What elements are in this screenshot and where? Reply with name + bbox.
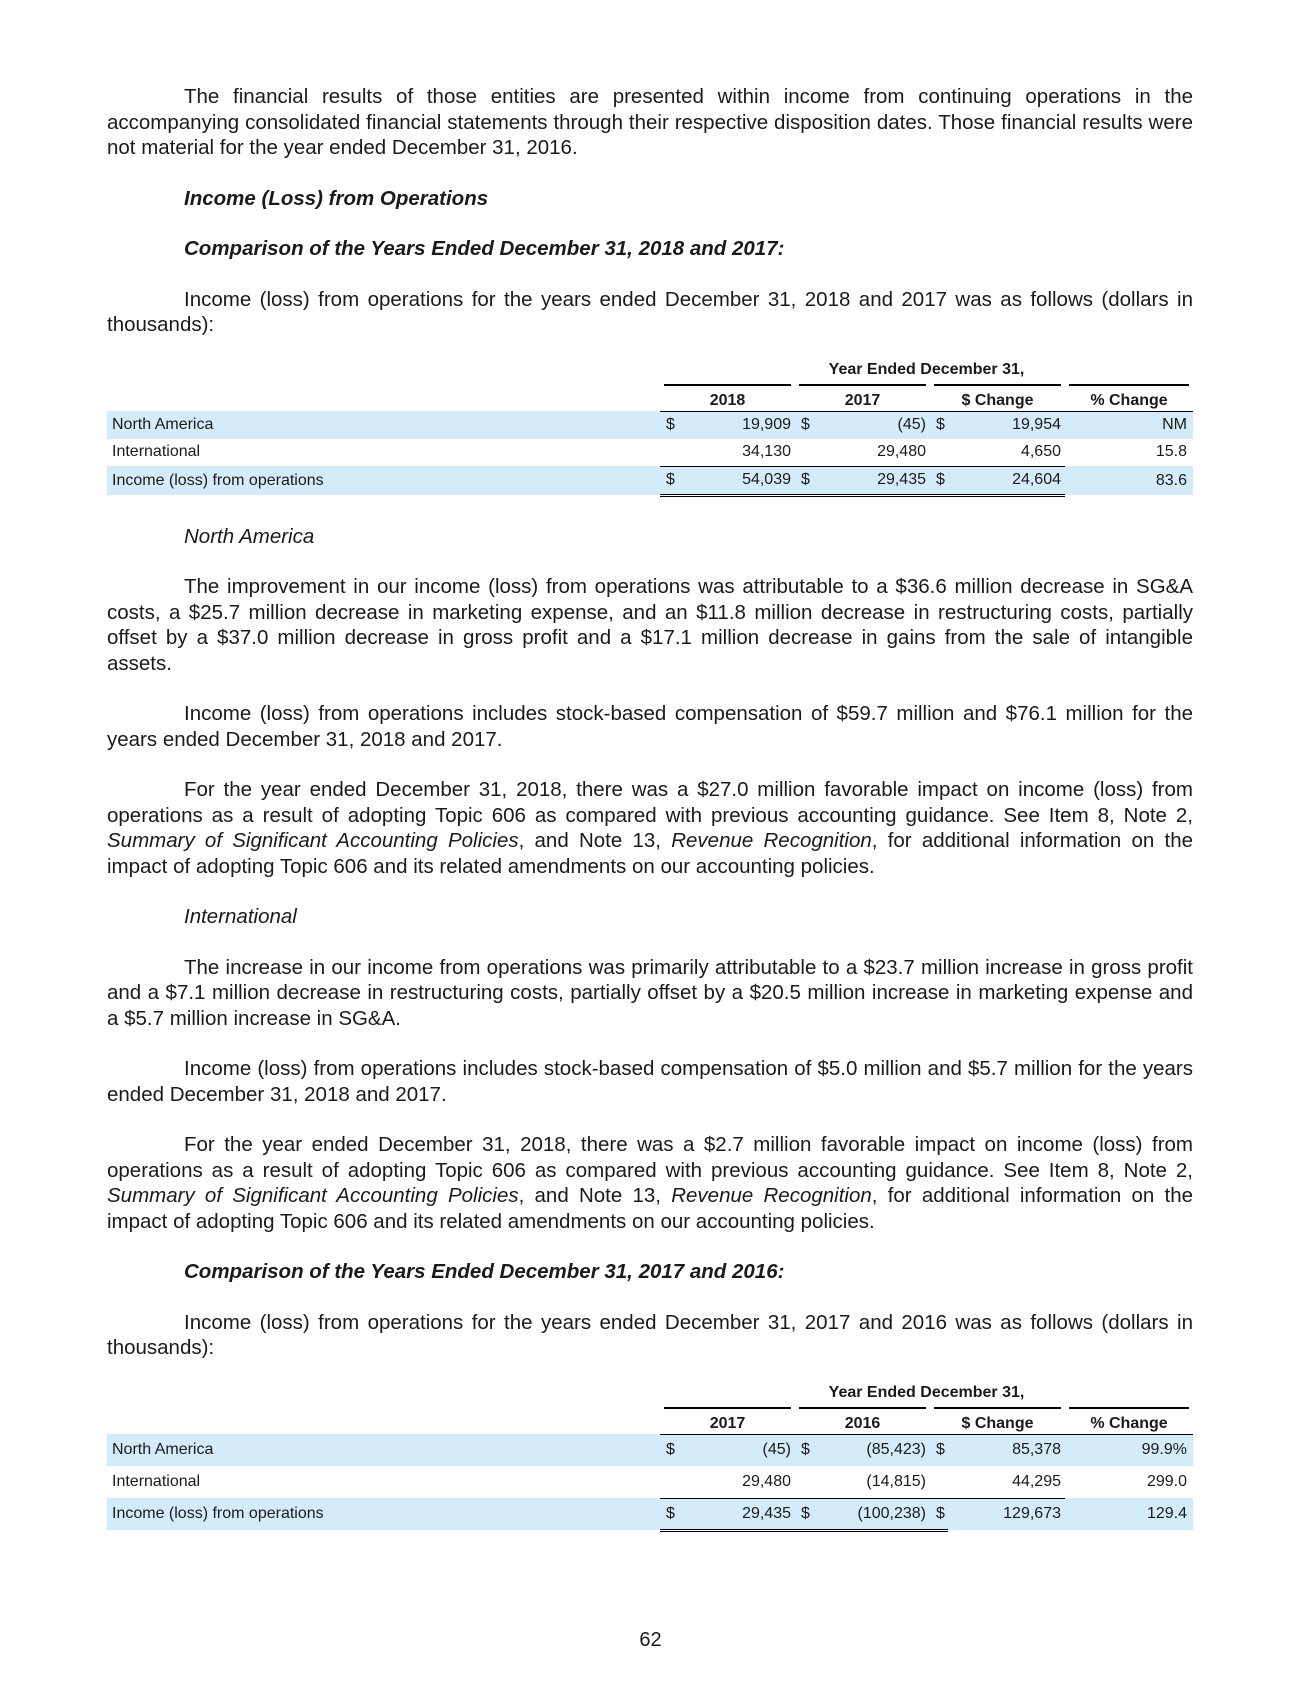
international-subtitle: International [184, 905, 297, 928]
table-row-total [107, 1498, 1193, 1530]
comparison-2018-heading: Comparison of the Years Ended December 31, 2018 and 2017: [184, 237, 785, 260]
cell-value: 54,039 [678, 466, 795, 495]
comparison-2017-lead: Income (loss) from operations for the years ended December 31, 2017 and 2016 was as follows (dollars in thousands): [107, 1310, 1193, 1359]
currency-symbol [660, 1466, 678, 1498]
cell-value: 19,954 [948, 411, 1065, 439]
currency-symbol: $ [795, 1498, 813, 1530]
reference-italic: Summary of Significant Accounting Policies [107, 1184, 519, 1207]
international-paragraph-3: For the year ended December 31, 2018, there was a $2.7 million favorable impact on income (loss) from operations as a result of adopting Topic 606 as compared with previous accounting guidance. See Item 8, Note 2, Summary of Significant Accounting Policies, and Note 13, Revenue Recognition, for additional information on the impact of adopting Topic 606 and its related amendments on our accounting policies. [107, 1133, 1194, 1233]
currency-symbol: $ [930, 1434, 948, 1466]
column-header: 2017 [795, 384, 930, 412]
currency-symbol [795, 1466, 813, 1498]
north-america-subtitle: North America [184, 524, 315, 548]
column-header: % Change [1065, 384, 1193, 412]
cell-value: 129.4 [1065, 1498, 1193, 1530]
cell-value: 29,480 [742, 1472, 791, 1490]
cell-value: 83.6 [1065, 466, 1193, 495]
row-label: International [112, 443, 201, 461]
currency-symbol: $ [930, 466, 948, 495]
cell-value: (45) [813, 411, 930, 439]
international-paragraph-2: Income (loss) from operations includes stock-based compensation of $5.0 million and $5.7 million for the years ended December 31, 2018 and 2017. [107, 1057, 1193, 1106]
table-row [107, 439, 1193, 467]
cell-value: 44,295 [1012, 1472, 1061, 1490]
column-header: 2018 [660, 384, 795, 412]
currency-symbol [660, 439, 678, 467]
reference-italic: Revenue Recognition [671, 829, 872, 852]
comparison-2017-heading: Comparison of the Years Ended December 31, 2017 and 2016: [184, 1260, 785, 1283]
income-table-2017 [107, 1380, 1193, 1532]
row-label: North America [107, 411, 660, 439]
currency-symbol: $ [660, 466, 678, 495]
cell-value: (45) [678, 1434, 795, 1466]
north-america-paragraph-3: For the year ended December 31, 2018, there was a $27.0 million favorable impact on income (loss) from operations as a result of adopting Topic 606 as compared with previous accounting guidance. See Item 8, Note 2, Summary of Significant Accounting Policies, and Note 13, Revenue Recognition, for additional information on the impact of adopting Topic 606 and its related amendments on our accounting policies. [107, 778, 1194, 878]
column-header: 2017 [660, 1407, 795, 1435]
cell-value: 15.8 [1155, 443, 1187, 461]
currency-symbol: $ [795, 1434, 813, 1466]
cell-value: 4,650 [1020, 443, 1061, 460]
row-label: North America [107, 1434, 660, 1466]
table-group-header: Year Ended December 31, [828, 361, 1025, 378]
cell-value: 24,604 [948, 466, 1065, 495]
currency-symbol [930, 1466, 948, 1498]
currency-symbol [930, 439, 948, 467]
cell-value: 299.0 [1146, 1473, 1187, 1490]
row-label: International [112, 1473, 201, 1490]
currency-symbol: $ [930, 411, 948, 439]
cell-value: (100,238) [813, 1498, 930, 1530]
cell-value: 85,378 [948, 1434, 1065, 1466]
cell-value: 29,435 [678, 1498, 795, 1530]
cell-value: 29,435 [813, 466, 930, 495]
comparison-2018-lead: Income (loss) from operations for the years ended December 31, 2018 and 2017 was as follows (dollars in thousands): [107, 287, 1193, 336]
cell-value: NM [1065, 411, 1193, 439]
international-paragraph-1: The increase in our income from operations was primarily attributable to a $23.7 million increase in gross profit and a $7.1 million decrease in restructuring costs, partially offset by a $20.5 million increase in marketing expense and a $5.7 million increase in SG&A. [107, 955, 1193, 1030]
currency-symbol: $ [795, 466, 813, 495]
page-number: 62 [639, 1629, 662, 1651]
north-america-paragraph-2: Income (loss) from operations includes stock-based compensation of $59.7 million and $76.1 million for the years ended December 31, 2018 and 2017. [107, 702, 1193, 751]
cell-value: 99.9% [1065, 1434, 1193, 1466]
row-label: Income (loss) from operations [107, 466, 660, 495]
north-america-paragraph-1: The improvement in our income (loss) from operations was attributable to a $36.6 million decrease in SG&A costs, a $25.7 million decrease in marketing expense, and an $11.8 million decrease in restructuring costs, partially offset by a $37.0 million decrease in gross profit and a $17.1 million decrease in gains from the sale of intangible assets. [107, 575, 1193, 675]
cell-value: 29,480 [877, 443, 926, 460]
document-page [107, 84, 1193, 1532]
table-row [107, 411, 1193, 439]
currency-symbol: $ [930, 1498, 948, 1530]
intro-paragraph: The financial results of those entities are presented within income from continuing operations in the accompanying consolidated financial statements through their respective disposition dates. Those financial results were not material for the year ended December 31, 2016. [107, 85, 1193, 159]
cell-value: 34,130 [742, 443, 791, 460]
table-row [107, 1466, 1193, 1498]
column-header: $ Change [930, 384, 1065, 412]
income-table-2018 [107, 357, 1193, 497]
currency-symbol: $ [660, 411, 678, 439]
reference-italic: Summary of Significant Accounting Policies [107, 829, 519, 852]
column-header: $ Change [930, 1407, 1065, 1435]
section-title: Income (Loss) from Operations [184, 186, 489, 210]
column-header: 2016 [795, 1407, 930, 1435]
table-group-header: Year Ended December 31, [828, 1384, 1025, 1401]
currency-symbol [795, 439, 813, 467]
row-label: Income (loss) from operations [107, 1498, 660, 1530]
currency-symbol: $ [660, 1434, 678, 1466]
table-row [107, 1434, 1193, 1466]
table-row-total [107, 466, 1193, 495]
reference-italic: Revenue Recognition [671, 1184, 872, 1207]
cell-value: (85,423) [813, 1434, 930, 1466]
currency-symbol: $ [660, 1498, 678, 1530]
cell-value: (14,815) [866, 1472, 926, 1490]
cell-value: 19,909 [678, 411, 795, 439]
currency-symbol: $ [795, 411, 813, 439]
column-header: % Change [1065, 1407, 1193, 1435]
cell-value: 129,673 [948, 1498, 1065, 1530]
